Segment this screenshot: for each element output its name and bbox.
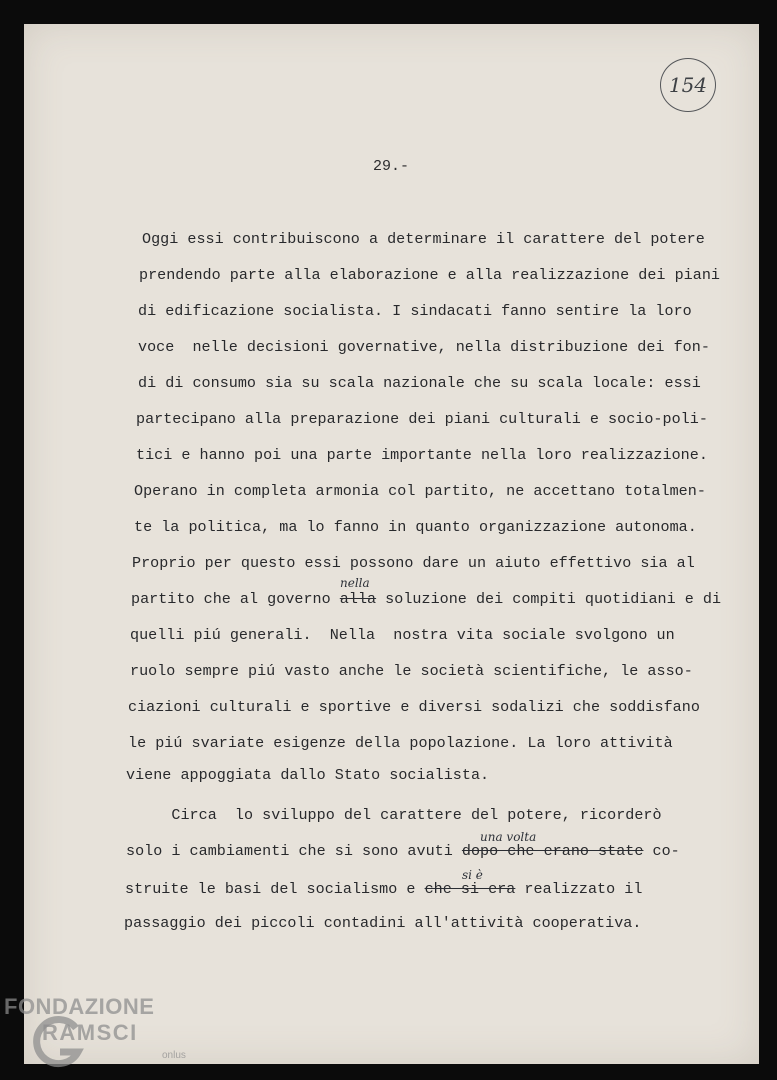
text-line-13: ruolo sempre piú vasto anche le società scientifiche, le asso- [130, 662, 693, 680]
text-line-10: Proprio per questo essi possono dare un aiuto effettivo sia al [132, 554, 695, 572]
text-line-5: di di consumo sia su scala nazionale che su scala locale: essi [138, 374, 701, 392]
fondazione-gramsci-logo [4, 994, 204, 1074]
text-line-6: partecipano alla preparazione dei piani culturali e socio-poli- [136, 410, 708, 428]
struck-text: alla [339, 590, 377, 608]
text-line-19: struite le basi del socialismo e che si era realizzato il [125, 880, 643, 898]
logo-text-gramsci: RAMSCI [42, 1020, 138, 1045]
text-line-4: voce nelle decisioni governative, nella distribuzione dei fon- [138, 338, 710, 356]
text-line-20: passaggio dei piccoli contadini all'attività cooperativa. [124, 914, 642, 932]
handwritten-insertion-nella: nella [340, 576, 370, 590]
struck-text: dopo che erano state [461, 842, 644, 860]
archive-stamp-number: 154 [660, 58, 716, 112]
text-line-12: quelli piú generali. Nella nostra vita sociale svolgono un [130, 626, 675, 644]
text-line-1: Oggi essi contribuiscono a determinare il carattere del potere [142, 230, 705, 248]
text-line-2: prendendo parte alla elaborazione e alla realizzazione dei piani [139, 266, 720, 284]
text-line-11: partito che al governo alla soluzione dei compiti quotidiani e di [131, 590, 722, 608]
text-line-14: ciazioni culturali e sportive e diversi sodalizi che soddisfano [128, 698, 700, 716]
document-page [24, 24, 759, 1064]
logo-text-fondazione: FONDAZIONE [4, 994, 155, 1019]
text-line-3: di edificazione socialista. I sindacati fanno sentire la loro [138, 302, 692, 320]
struck-text: che si era [424, 880, 516, 898]
logo-text-onlus: onlus [162, 1050, 186, 1061]
text-line-18: solo i cambiamenti che si sono avuti dopo che erano state co- [126, 842, 680, 860]
text-line-16: viene appoggiata dallo Stato socialista. [126, 766, 490, 784]
text-line-7: tici e hanno poi una parte importante nella loro realizzazione. [136, 446, 708, 464]
page-number: 29.- [373, 158, 410, 175]
text-line-15: le piú svariate esigenze della popolazione. La loro attività [128, 734, 673, 752]
handwritten-insertion-si-e: si è [462, 868, 483, 882]
text-line-9: te la politica, ma lo fanno in quanto organizzazione autonoma. [134, 518, 697, 536]
handwritten-insertion-una-volta: una volta [480, 830, 537, 844]
text-line-8: Operano in completa armonia col partito, ne accettano totalmen- [134, 482, 706, 500]
text-line-17: Circa lo sviluppo del carattere del potere, ricorderò [126, 806, 662, 824]
